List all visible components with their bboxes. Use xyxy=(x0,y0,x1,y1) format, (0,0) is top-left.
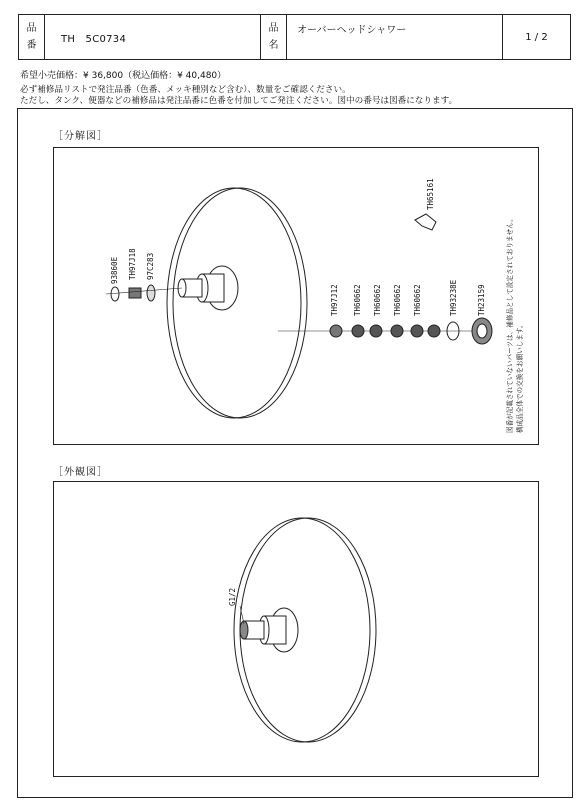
label-93860e: 93860E xyxy=(110,256,119,284)
part-th60662-4-shape xyxy=(411,325,423,337)
part-th60662-5-shape xyxy=(428,325,440,337)
part-th60662-3-shape xyxy=(391,325,403,337)
part-th97j18-shape xyxy=(129,288,141,298)
exploded-view-panel xyxy=(53,147,539,445)
product-name: オーバーヘッドシャワー xyxy=(287,15,503,60)
product-code: TH 5C0734 xyxy=(45,15,261,60)
part-th65161-shape xyxy=(415,214,436,230)
label-97c283: 97C283 xyxy=(146,252,155,280)
exploded-view-drawing xyxy=(54,148,540,446)
label-th23159: TH23159 xyxy=(477,284,486,316)
exploded-view-title: ［分解図］ xyxy=(53,131,108,142)
label-g1-2: G1/2 xyxy=(228,587,237,606)
header-table xyxy=(18,14,571,60)
page-number: 1 / 2 xyxy=(503,15,571,60)
product-code-label-2: 番 xyxy=(26,40,37,51)
product-name-label-1: 品 xyxy=(268,23,279,34)
notes xyxy=(20,85,457,107)
product-code-label xyxy=(19,15,45,60)
label-th60662-3: TH60662 xyxy=(393,284,402,316)
part-th60662-2-shape xyxy=(370,325,382,337)
label-th97j18: TH97J18 xyxy=(128,248,137,280)
drawing-frame xyxy=(17,108,573,798)
product-code-label-1: 品 xyxy=(26,23,37,34)
part-th23159-inner xyxy=(477,324,487,338)
external-view-drawing xyxy=(54,482,540,778)
external-view-title: ［外観図］ xyxy=(53,467,108,478)
part-th60662-1-shape xyxy=(352,325,364,337)
label-th60662-1: TH60662 xyxy=(353,284,362,316)
shower-disc-back xyxy=(173,188,307,418)
retail-price: 希望小売価格：¥ 36,800（税込価格：¥ 40,480） xyxy=(20,71,227,81)
external-view-panel xyxy=(53,481,539,777)
label-th60662-2: TH60662 xyxy=(373,284,382,316)
product-name-label xyxy=(261,15,287,60)
label-th65161: TH65161 xyxy=(426,178,435,210)
label-th60662-4: TH60662 xyxy=(413,284,422,316)
product-name-label-2: 名 xyxy=(268,40,279,51)
label-th97j12: TH97J12 xyxy=(330,284,339,316)
part-th97j12-shape xyxy=(330,325,342,337)
side-note-line-2: 構成品全体での交換をお願いします。 xyxy=(516,321,524,433)
note-line-1: 必ず補修品リストで発注品番（色番、メッキ種別など含む）、数量をご確認ください。 xyxy=(20,85,351,95)
note-line-2: ただし、タンク、便器などの補修品は発注品番に色番を付加してご発注ください。図中の番号は図番になります。 xyxy=(20,96,458,106)
part-93860e-shape xyxy=(111,287,119,301)
label-th93238e: TH93238E xyxy=(449,279,458,316)
part-97c283-shape xyxy=(147,285,155,301)
side-note-line-1: 図番が記載されていないパーツは、補修品として設定されておりません。 xyxy=(506,215,514,433)
